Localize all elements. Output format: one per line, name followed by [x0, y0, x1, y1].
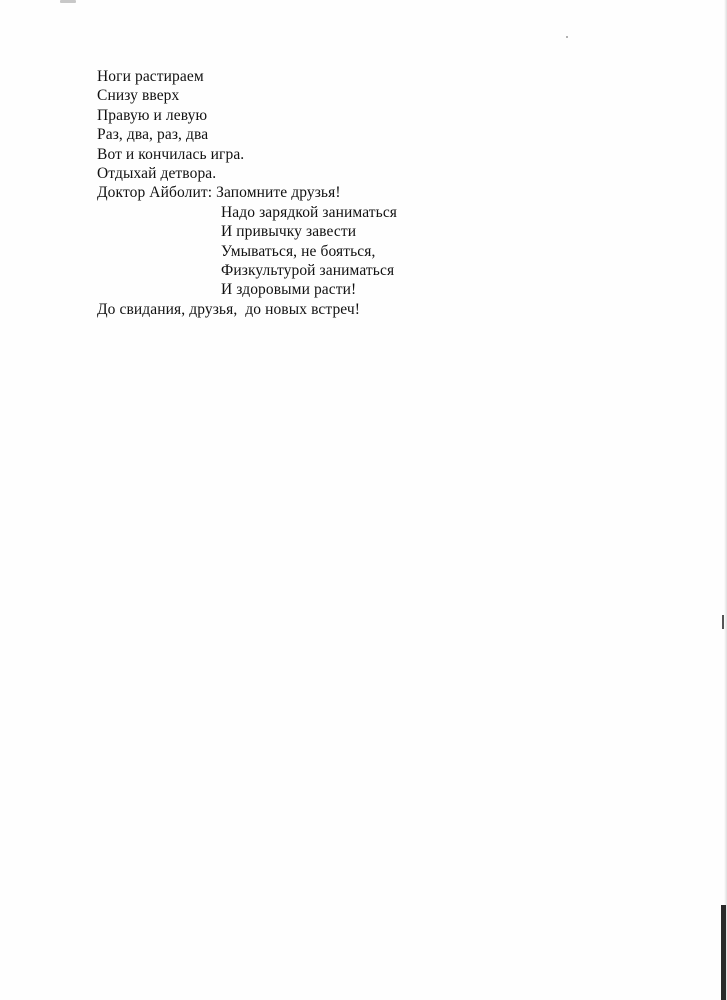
text-line: Ноги растираем: [97, 68, 204, 85]
text-line: Раз, два, раз, два: [97, 126, 209, 144]
speaker-text-line: И здоровыми расти!: [221, 281, 357, 299]
speaker-line: [97, 183, 657, 202]
speaker-text-line: Умываться, не бояться,: [221, 242, 376, 260]
text-line: Снизу вверх: [97, 87, 180, 105]
speaker-text-line: Надо зарядкой заниматься: [221, 203, 398, 221]
text-line: Вот и кончилась игра.: [97, 145, 245, 163]
scan-artifact-top: [60, 0, 76, 3]
speaker-first-line: Запомните друзья!: [212, 184, 341, 202]
scan-edge-mark: [722, 615, 724, 629]
speaker-text-line: И привычку завести: [221, 223, 357, 241]
speaker-name: Доктор Айболит:: [97, 184, 213, 202]
scan-artifact-dot: [566, 36, 568, 38]
text-line: Отдыхай детвора.: [97, 164, 217, 182]
closing-line: До свидания, друзья, до новых встреч!: [97, 300, 361, 318]
scan-edge-dark-strip: [721, 905, 726, 1000]
text-line: Правую и левую: [97, 106, 208, 124]
speaker-text-line: Физкультурой заниматься: [221, 261, 395, 279]
poem-text: [97, 67, 657, 319]
